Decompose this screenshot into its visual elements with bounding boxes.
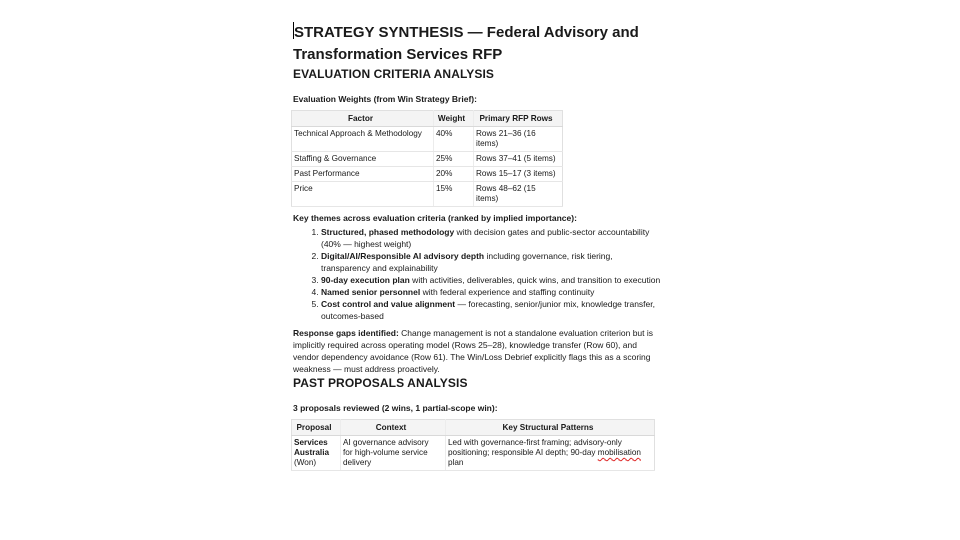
proposals-table-header xyxy=(292,420,655,436)
past-proposals-table xyxy=(291,419,655,471)
evaluation-heading: EVALUATION CRITERIA ANALYSIS xyxy=(293,67,495,81)
table-row xyxy=(292,127,563,152)
title-line-2: Transformation Services RFP xyxy=(293,46,503,63)
col-factor: Factor xyxy=(292,111,434,127)
title-line-1: STRATEGY SYNTHESIS — Federal Advisory and xyxy=(294,24,639,41)
response-gaps-paragraph xyxy=(293,327,663,375)
factor-cell: Technical Approach & Methodology xyxy=(292,127,434,152)
proposal-cell xyxy=(292,436,341,471)
list-item xyxy=(321,250,663,274)
patterns-text-end: plan xyxy=(448,458,464,467)
theme-text: with activities, deliverables, quick wins, and transition to execution xyxy=(409,275,661,285)
weights-label: Evaluation Weights (from Win Strategy Brief): xyxy=(293,94,477,104)
col-patterns: Key Structural Patterns xyxy=(446,420,655,436)
list-item xyxy=(321,286,663,298)
document-body xyxy=(293,20,663,471)
theme-title: Structured, phased methodology xyxy=(321,227,455,237)
rows-cell: Rows 48–62 (15 items) xyxy=(474,182,563,207)
factor-cell: Price xyxy=(292,182,434,207)
context-cell: AI governance advisory for high-volume service delivery xyxy=(341,436,446,471)
table-row xyxy=(292,152,563,167)
theme-text: with decision gates and public-sector accountability (40% — highest weight) xyxy=(321,227,650,249)
theme-text: with federal experience and staffing continuity xyxy=(420,287,595,297)
col-rfp-rows: Primary RFP Rows xyxy=(474,111,563,127)
proposal-name: Services Australia xyxy=(294,438,330,457)
theme-title: Digital/AI/Responsible AI advisory depth xyxy=(321,251,485,261)
factor-cell: Past Performance xyxy=(292,167,434,182)
document-title[interactable] xyxy=(293,20,663,66)
past-proposals-heading: PAST PROPOSALS ANALYSIS xyxy=(293,376,468,390)
table-row xyxy=(292,436,655,471)
theme-title: 90-day execution plan xyxy=(321,275,410,285)
gaps-text: Change management is not a standalone evaluation criterion but is implicitly required across operating model (Rows 25–28), knowledge transfer (Row 60), and vendor dependency avoidance (Row 61). The Win/Loss Debrief explicitly flags this as a scoring weakness — must address proactively. xyxy=(293,328,654,374)
spelling-flag[interactable]: mobilisation xyxy=(597,448,641,457)
table-row xyxy=(292,167,563,182)
rows-cell: Rows 37–41 (5 items) xyxy=(474,152,563,167)
col-proposal: Proposal xyxy=(292,420,341,436)
theme-text: including governance, risk tiering, transparency and explainability xyxy=(321,251,613,273)
weight-cell: 40% xyxy=(434,127,474,152)
key-themes-list xyxy=(293,226,663,322)
weight-cell: 20% xyxy=(434,167,474,182)
list-item xyxy=(321,298,663,322)
proposals-reviewed-label: 3 proposals reviewed (2 wins, 1 partial-scope win): xyxy=(293,403,498,413)
col-weight: Weight xyxy=(434,111,474,127)
list-item xyxy=(321,274,663,286)
weight-cell: 25% xyxy=(434,152,474,167)
weights-table xyxy=(291,110,563,207)
weights-table-header xyxy=(292,111,563,127)
factor-cell: Staffing & Governance xyxy=(292,152,434,167)
weight-cell: 15% xyxy=(434,182,474,207)
patterns-cell xyxy=(446,436,655,471)
proposal-status: (Won) xyxy=(294,458,317,467)
patterns-text: Led with governance-first framing; advisory-only positioning; responsible AI depth; 90-day xyxy=(448,438,622,457)
theme-title: Cost control and value alignment xyxy=(321,299,456,309)
list-item xyxy=(321,226,663,250)
gaps-label: Response gaps identified: xyxy=(293,328,399,338)
key-themes-label: Key themes across evaluation criteria (ranked by implied importance): xyxy=(293,213,577,223)
table-row xyxy=(292,182,563,207)
col-context: Context xyxy=(341,420,446,436)
rows-cell: Rows 21–36 (16 items) xyxy=(474,127,563,152)
rows-cell: Rows 15–17 (3 items) xyxy=(474,167,563,182)
theme-title: Named senior personnel xyxy=(321,287,421,297)
theme-text: — forecasting, senior/junior mix, knowledge transfer, outcomes-based xyxy=(321,299,655,321)
